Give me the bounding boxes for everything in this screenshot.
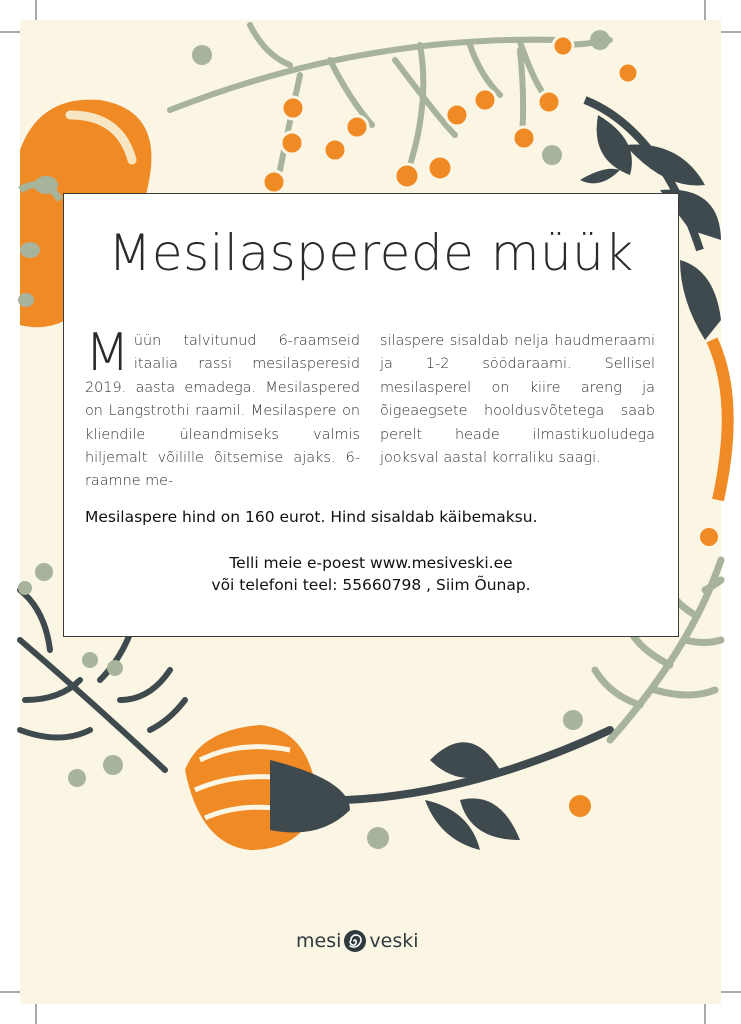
price-line: Mesilaspere hind on 160 eurot. Hind sisaldab käibemaksu. xyxy=(85,508,538,526)
contact-line-phone: või telefoni teel: 55660798 , Siim Õunap. xyxy=(211,576,531,594)
drop-cap: M xyxy=(85,323,130,383)
mesiveski-logo xyxy=(296,926,456,956)
body-text-left xyxy=(85,323,360,494)
logo-text-left: mesi xyxy=(296,930,342,952)
body-text-left-content: üün talvitunud 6-raamseid itaalia rassi mesilasperesid 2019. aasta emadega. Mesilaspered on Langstrothi raamil. Mesilaspere on kliendile üleandmiseks valmis hiljemalt võilille õitsemise ajaks. 6-raamne me- xyxy=(85,333,360,490)
page-title: Mesilasperede müük xyxy=(108,224,634,282)
info-card xyxy=(63,193,679,637)
logo-text-right: veski xyxy=(369,930,419,952)
contact-info xyxy=(64,552,678,596)
body-text-right: silaspere sisaldab nelja haudmeraami ja 1-2 söödaraami. Sellisel mesilasperel on kiire areng ja õigeaegsete hooldusvõtetega saab perelt heade ilmastikuoludega jooksval aastal korraliku saagi. xyxy=(380,333,655,467)
contact-line-web: Telli meie e-poest www.mesiveski.ee xyxy=(229,554,513,572)
swirl-icon xyxy=(343,929,367,953)
